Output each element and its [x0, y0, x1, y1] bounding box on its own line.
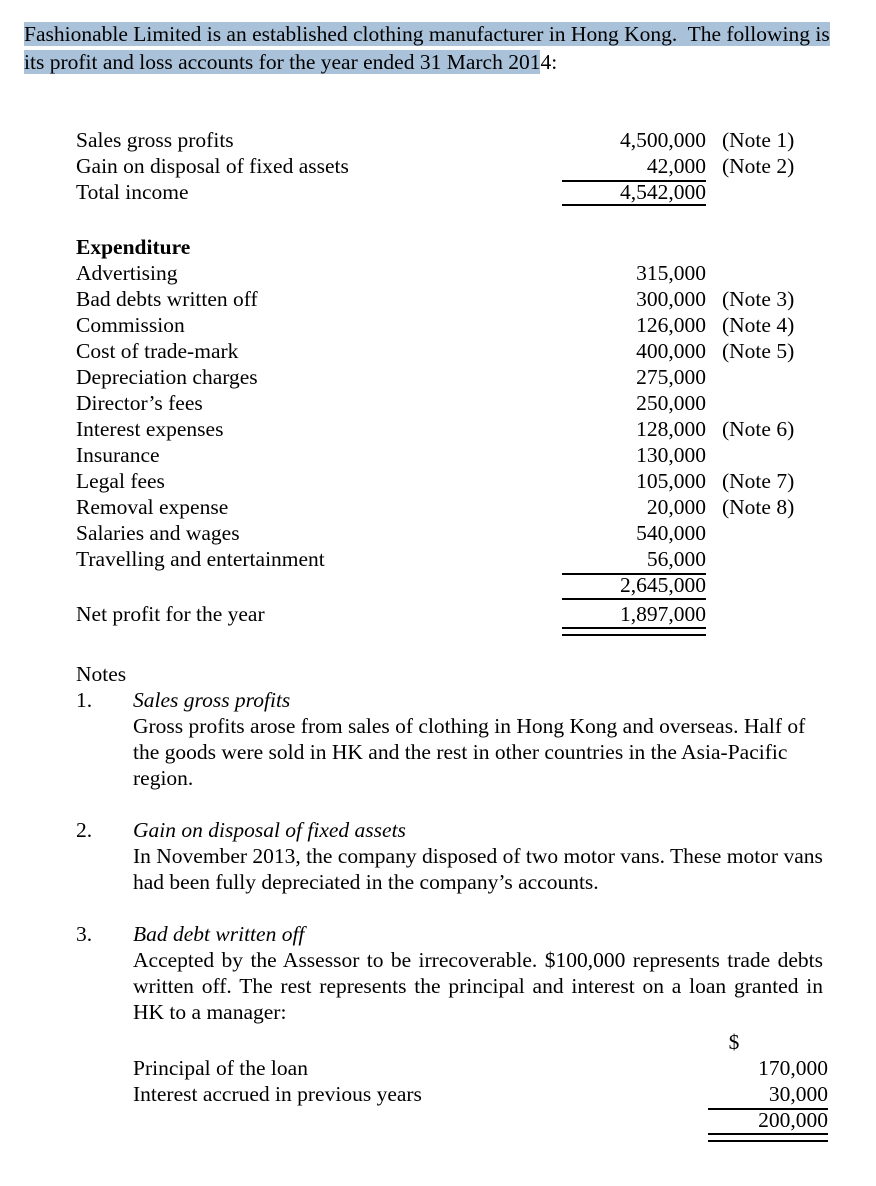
- income-amount: 4,542,000: [620, 180, 706, 204]
- intro-line-2: [24, 48, 876, 76]
- income-note-ref: (Note 1): [722, 128, 795, 152]
- intro-paragraph: [24, 20, 876, 76]
- expenditure-label: Interest expenses: [76, 417, 224, 441]
- expenditure-amount: 400,000: [636, 339, 706, 363]
- expenditure-row-commission: [0, 312, 876, 338]
- intro-line-2-tail: 4:: [540, 50, 558, 74]
- loan-currency-header: $: [728, 1030, 740, 1054]
- expenditure-row-legal-fees: [0, 468, 876, 494]
- expenditure-amount: 300,000: [636, 287, 706, 311]
- net-profit-amount: 1,897,000: [620, 602, 706, 626]
- note-title: Gain on disposal of fixed assets: [133, 818, 406, 842]
- expenditure-label: Legal fees: [76, 469, 165, 493]
- income-total-rule: [562, 204, 706, 206]
- loan-total-double-rule: [708, 1133, 828, 1142]
- income-row-total-income: [0, 179, 876, 205]
- expenditure-amount: 250,000: [636, 391, 706, 415]
- expenditure-note-ref: (Note 5): [722, 339, 795, 363]
- intro-line-1-text: Fashionable Limited is an established clothing manufacturer in Hong Kong. The following is: [24, 22, 830, 46]
- loan-total-amount: 200,000: [758, 1108, 828, 1132]
- note-title: Bad debt written off: [133, 922, 305, 946]
- notes-heading: Notes: [76, 662, 127, 686]
- net-profit-label: Net profit for the year: [76, 602, 265, 626]
- note-number: 2.: [76, 818, 93, 842]
- income-label: Gain on disposal of fixed assets: [76, 154, 349, 178]
- expenditure-amount: 20,000: [646, 495, 706, 519]
- income-row-sales-gross-profits: [0, 127, 876, 153]
- expenditure-note-ref: (Note 6): [722, 417, 795, 441]
- note-number: 1.: [76, 688, 93, 712]
- loan-amount: 30,000: [768, 1082, 828, 1106]
- expenditure-label: Insurance: [76, 443, 160, 467]
- income-amount: 4,500,000: [620, 128, 706, 152]
- income-note-ref: (Note 2): [722, 154, 795, 178]
- expenditure-label: Salaries and wages: [76, 521, 240, 545]
- note-body: Accepted by the Assessor to be irrecoverable. $100,000 represents trade debts written off. The rest represents the principal and interest on a loan granted in HK to a manager:: [133, 948, 823, 1024]
- note-title: Sales gross profits: [133, 688, 291, 712]
- expenditure-note-ref: (Note 7): [722, 469, 795, 493]
- expenditure-amount: 540,000: [636, 521, 706, 545]
- loan-total-row: [0, 1107, 876, 1133]
- expenditure-row-insurance: [0, 442, 876, 468]
- expenditure-amount: 275,000: [636, 365, 706, 389]
- expenditure-row-depreciation-charges: [0, 364, 876, 390]
- note-number: 3.: [76, 922, 93, 946]
- expenditure-note-ref: (Note 8): [722, 495, 795, 519]
- expenditure-total-row: [0, 572, 876, 598]
- expenditure-heading-row: [0, 234, 876, 260]
- expenditure-label: Bad debts written off: [76, 287, 258, 311]
- expenditure-note-ref: (Note 4): [722, 313, 795, 337]
- expenditure-total-rule: [562, 598, 706, 600]
- loan-row-principal: [0, 1055, 876, 1081]
- income-label: Sales gross profits: [76, 128, 234, 152]
- expenditure-label: Commission: [76, 313, 185, 337]
- net-profit-row: [0, 601, 876, 627]
- expenditure-amount: 56,000: [646, 547, 706, 571]
- income-label: Total income: [76, 180, 189, 204]
- expenditure-label: Removal expense: [76, 495, 229, 519]
- intro-line-1: [24, 20, 876, 48]
- expenditure-row-salaries-and-wages: [0, 520, 876, 546]
- expenditure-label: Advertising: [76, 261, 178, 285]
- expenditure-amount: 130,000: [636, 443, 706, 467]
- expenditure-note-ref: (Note 3): [722, 287, 795, 311]
- expenditure-amount: 126,000: [636, 313, 706, 337]
- expenditure-label: Director’s fees: [76, 391, 203, 415]
- net-profit-double-rule: [562, 627, 706, 636]
- note-body: Gross profits arose from sales of clothing in Hong Kong and overseas. Half of the goods were sold in HK and the rest in other countries in the Asia-Pacific region.: [133, 714, 806, 790]
- expenditure-row-interest-expenses: [0, 416, 876, 442]
- expenditure-amount: 128,000: [636, 417, 706, 441]
- expenditure-label: Depreciation charges: [76, 365, 258, 389]
- expenditure-row-directors-fees: [0, 390, 876, 416]
- expenditure-heading: Expenditure: [76, 235, 191, 259]
- note-body: In November 2013, the company disposed of two motor vans. These motor vans had been fully depreciated in the company’s accounts.: [133, 844, 823, 894]
- loan-row-interest-accrued: [0, 1081, 876, 1107]
- income-amount: 42,000: [646, 154, 706, 178]
- expenditure-row-bad-debts-written-off: [0, 286, 876, 312]
- expenditure-row-advertising: [0, 260, 876, 286]
- expenditure-label: Travelling and entertainment: [76, 547, 325, 571]
- expenditure-row-cost-of-trade-mark: [0, 338, 876, 364]
- expenditure-total-amount: 2,645,000: [620, 573, 706, 597]
- loan-label: Interest accrued in previous years: [133, 1082, 422, 1106]
- income-row-gain-on-disposal: [0, 153, 876, 179]
- expenditure-amount: 105,000: [636, 469, 706, 493]
- loan-amount: 170,000: [758, 1056, 828, 1080]
- expenditure-label: Cost of trade-mark: [76, 339, 239, 363]
- loan-currency-header-row: [0, 1029, 876, 1055]
- loan-label: Principal of the loan: [133, 1056, 308, 1080]
- expenditure-amount: 315,000: [636, 261, 706, 285]
- expenditure-row-removal-expense: [0, 494, 876, 520]
- intro-line-2-text: its profit and loss accounts for the year ended 31 March 201: [24, 50, 541, 74]
- expenditure-row-travelling-and-entertainment: [0, 546, 876, 572]
